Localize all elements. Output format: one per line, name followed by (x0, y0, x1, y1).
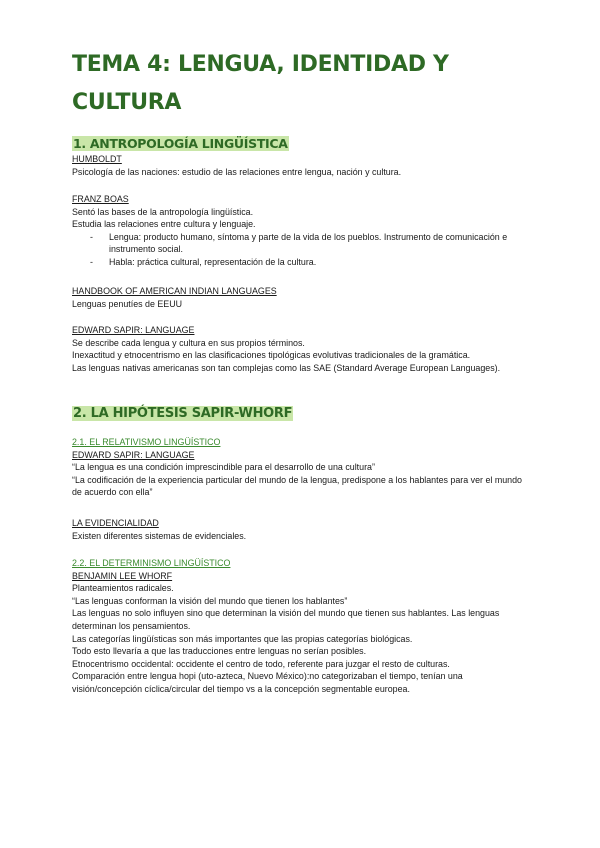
determinismo-block (72, 557, 534, 696)
subheading-relativismo: 2.1. EL RELATIVISMO LINGÜÍSTICO (72, 437, 221, 447)
evidencialidad-name: LA EVIDENCIALIDAD (72, 518, 159, 528)
sapir-name: EDWARD SAPIR: LANGUAGE (72, 325, 195, 335)
heading-highlight: 1. ANTROPOLOGÍA LINGÜÍSTICA (73, 136, 288, 151)
section-antropologia-body (72, 153, 534, 178)
whorf-line: Las categorías lingüísticas son más importantes que las propias categorías biológicas. (72, 633, 413, 644)
boas-bullet-list (72, 231, 534, 269)
whorf-line: Todo esto llevaría a que las traducciones entre lenguas no serían posibles. (72, 646, 367, 657)
heading-highlight: 2. LA HIPÓTESIS SAPIR-WHORF (73, 406, 293, 421)
evidencialidad-text: Existen diferentes sistemas de evidenciales. (72, 530, 247, 541)
boas-line-2: Estudia las relaciones entre cultura y lenguaje. (72, 219, 256, 230)
whorf-line: Planteamientos radicales. (72, 583, 174, 594)
handbook-name: HANDBOOK OF AMERICAN INDIAN LANGUAGES (72, 286, 277, 296)
subheading-determinismo: 2.2. EL DETERMINISMO LINGÜÍSTICO (72, 558, 231, 568)
handbook-text: Lenguas penutíes de EEUU (72, 298, 183, 309)
handbook-block (72, 285, 534, 310)
relativismo-quote-2: “La codificación de la experiencia particular del mundo de la lengua, predispone a los hablantes para ver el mundo de acuerdo con ella” (72, 474, 522, 498)
relativismo-quote-1: “La lengua es una condición imprescindible para el desarrollo de una cultura” (72, 462, 375, 473)
section-heading-sapir-whorf (72, 405, 293, 422)
humboldt-name: HUMBOLDT (72, 154, 122, 164)
relativismo-block (72, 436, 534, 499)
sapir-language-block (72, 324, 534, 374)
whorf-line: “Las lenguas conforman la visión del mundo que tienen los hablantes” (72, 595, 348, 606)
page-title: TEMA 4: LENGUA, IDENTIDAD Y CULTURA (72, 52, 449, 115)
boas-block (72, 193, 534, 269)
evidencialidad-block (72, 517, 534, 542)
sapir-line-1: Se describe cada lengua y cultura en sus propios términos. (72, 337, 305, 348)
whorf-line: Etnocentrismo occidental: occidente el centro de todo, referente para juzgar el resto de culturas. (72, 658, 450, 669)
list-item: - Habla: práctica cultural, representación de la cultura. (72, 256, 534, 269)
whorf-name: BENJAMIN LEE WHORF (72, 570, 173, 581)
relativismo-sapir-name: EDWARD SAPIR: LANGUAGE (72, 449, 195, 460)
list-item: - Lengua: producto humano, síntoma y parte de la vida de los pueblos. Instrumento de comunicación e instrumento social. (72, 231, 534, 256)
boas-name: FRANZ BOAS (72, 194, 129, 204)
sapir-line-2: Inexactitud y etnocentrismo en las clasificaciones tipológicas evolutivas tradicionales de la gramática. (72, 350, 471, 361)
boas-line-1: Sentó las bases de la antropología lingüística. (72, 206, 254, 217)
whorf-line: Comparación entre lengua hopi (uto-azteca, Nuevo México):no categorizaban el tiempo, tenían una visión/concepción cíclica/circular del tiempo vs a la concepción segmentable europea. (72, 671, 463, 694)
whorf-line: Las lenguas no solo influyen sino que determinan la visión del mundo que tienen sus hablantes. Las lenguas determinan los pensamientos. (72, 608, 500, 631)
section-heading-antropologia (72, 135, 289, 152)
humboldt-text: Psicología de las naciones: estudio de las relaciones entre lengua, nación y cultura. (72, 166, 402, 177)
sapir-line-3: Las lenguas nativas americanas son tan complejas como las SAE (Standard Average European Languages). (72, 362, 501, 373)
